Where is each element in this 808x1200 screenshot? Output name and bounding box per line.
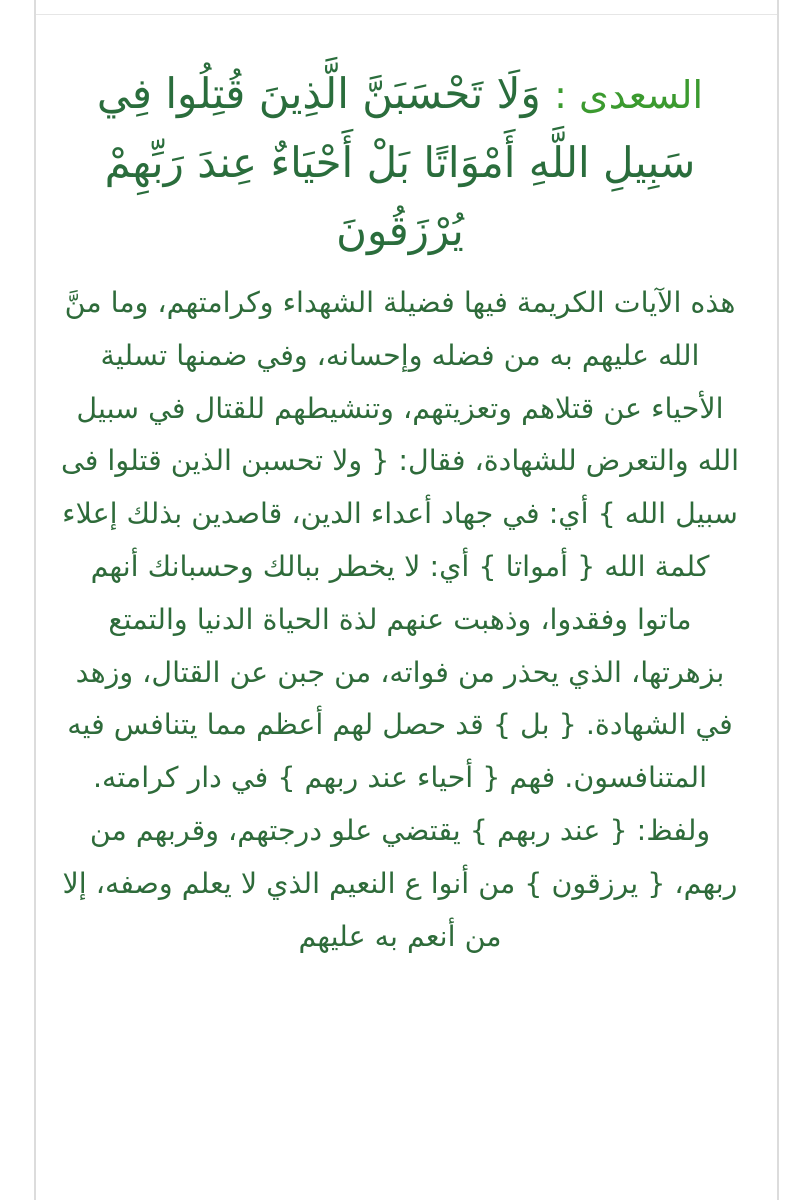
document-content [60, 60, 740, 963]
left-margin-line [34, 0, 36, 1200]
right-margin-line [777, 0, 779, 1200]
tafsir-text: هذه الآيات الكريمة فيها فضيلة الشهداء وكرامتهم، وما منَّ الله عليهم به من فضله وإحسانه، وفي ضمنها تسلية الأحياء عن قتلاهم وتعزيتهم، وتنشيطهم للقتال في سبيل الله والتعرض للشهادة، فقال: { ولا تحسبن الذين قتلوا فى سبيل الله } أي: في جهاد أعداء الدين، قاصدين بذلك إعلاء كلمة الله { أمواتا } أي: لا يخطر ببالك وحسبانك أنهم ماتوا وفقدوا، وذهبت عنهم لذة الحياة الدنيا والتمتع بزهرتها، الذي يحذر من فواته، من جبن عن القتال، وزهد في الشهادة. { بل } قد حصل لهم أعظم مما يتنافس فيه المتنافسون. فهم { أحياء عند ربهم } في دار كرامته. ولفظ: { عند ربهم } يقتضي علو درجتهم، وقربهم من ربهم، { يرزقون } من أنوا ع النعيم الذي لا يعلم وصفه، إلا من أنعم به عليهم [60, 286, 740, 953]
verse-text: وَلَا تَحْسَبَنَّ الَّذِينَ قُتِلُوا فِي سَبِيلِ اللَّهِ أَمْوَاتًا بَلْ أَحْيَاءٌ عِندَ رَبِّهِمْ يُرْزَقُونَ [96, 69, 696, 255]
quran-verse [60, 60, 740, 265]
source-label: السعدى : [554, 73, 704, 117]
top-divider [34, 0, 779, 15]
